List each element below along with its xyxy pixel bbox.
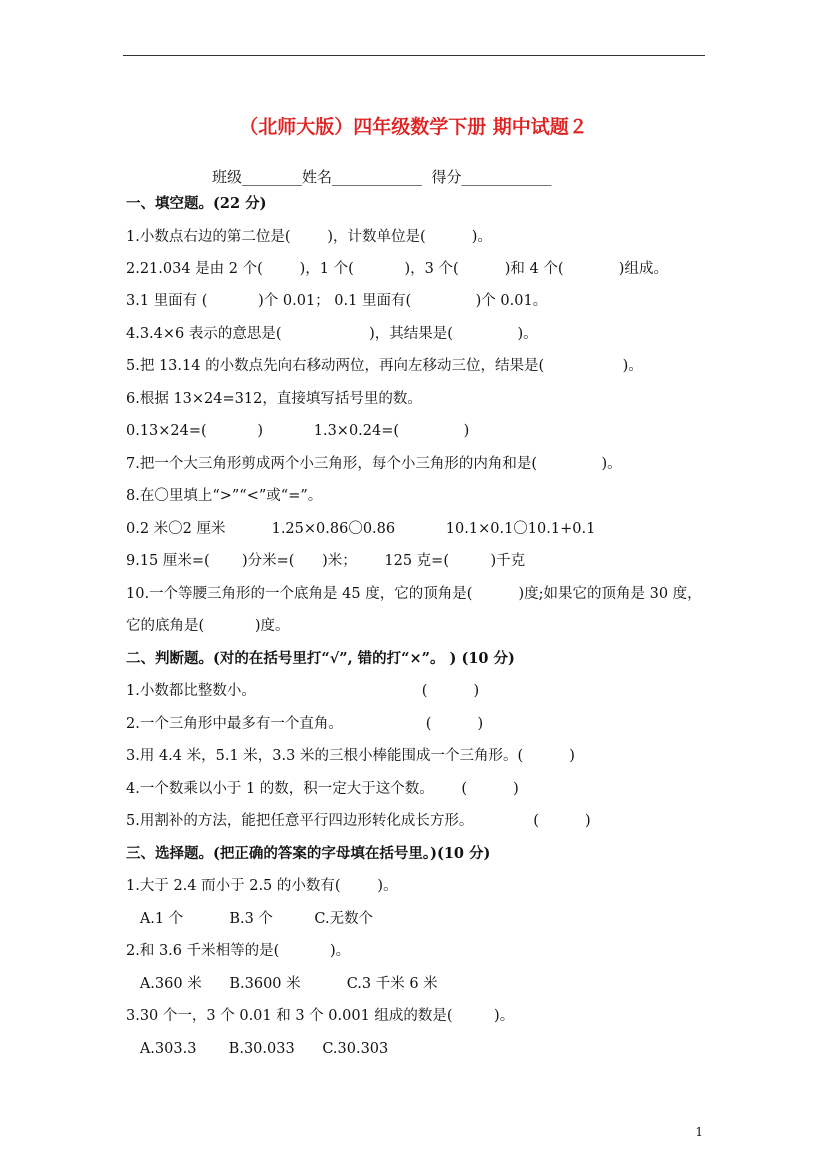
- question-line: 2.和 3.6 千米相等的是( )。: [126, 943, 351, 959]
- page-number: 1: [695, 1125, 703, 1139]
- question-line: 1.大于 2.4 而小于 2.5 的小数有( )。: [126, 878, 398, 894]
- question-line: 3.用 4.4 米，5.1 米，3.3 米的三根小棒能围成一个三角形。( ): [126, 748, 575, 764]
- question-line: 9.15 厘米=( )分米=( )米； 125 克=( )千克: [126, 553, 526, 569]
- document-title: （北师大版）四年级数学下册 期中试题２: [239, 116, 588, 138]
- question-line: 3.1 里面有 ( )个 0.01； 0.1 里面有( )个 0.01。: [126, 293, 548, 309]
- question-line: 5.用割补的方法，能把任意平行四边形转化成长方形。 ( ): [126, 813, 591, 829]
- question-line: 0.13×24=( ) 1.3×0.24=( ): [126, 423, 470, 439]
- question-line: 0.2 米〇2 厘米 1.25×0.86〇0.86 10.1×0.1〇10.1+0.1: [126, 521, 596, 537]
- header-rule: [123, 55, 705, 56]
- question-line: 4.一个数乘以小于 1 的数，积一定大于这个数。 ( ): [126, 781, 519, 797]
- question-line: 8.在〇里填上“>”“<”或“=”。: [126, 488, 323, 504]
- question-line: 5.把 13.14 的小数点先向右移动两位，再向左移动三位，结果是( )。: [126, 358, 643, 374]
- question-line: 10.一个等腰三角形的一个底角是 45 度，它的顶角是( )度;如果它的顶角是 30 度，: [126, 586, 702, 602]
- question-line: 它的底角是( )度。: [126, 618, 290, 634]
- choice-line: A.360 米 B.3600 米 C.3 千米 6 米: [126, 976, 438, 992]
- question-line: 2.一个三角形中最多有一个直角。 ( ): [126, 716, 484, 732]
- choice-line: A.1 个 B.3 个 C.无数个: [126, 911, 374, 927]
- question-line: 7.把一个大三角形剪成两个小三角形，每个小三角形的内角和是( )。: [126, 456, 622, 472]
- question-line: 6.根据 13×24=312，直接填写括号里的数。: [126, 391, 422, 407]
- question-line: 1.小数都比整数小。 ( ): [126, 683, 480, 699]
- question-line: 2.21.034 是由 2 个( )，1 个( )，3 个( )和 4 个( )组成。: [126, 261, 668, 277]
- section-heading-multiple-choice: 三、选择题。(把正确的答案的字母填在括号里。)(10 分): [126, 845, 491, 862]
- section-heading-true-false: 二、判断题。(对的在括号里打“√”, 错的打“×”。 ) (10 分): [126, 650, 515, 667]
- choice-line: A.303.3 B.30.033 C.30.303: [126, 1041, 389, 1057]
- question-line: 4.3.4×6 表示的意思是( )，其结果是( )。: [126, 326, 538, 342]
- question-line: 3.30 个一，3 个 0.01 和 3 个 0.001 组成的数是( )。: [126, 1008, 515, 1024]
- student-info-line: 班级________姓名____________ 得分____________: [212, 168, 552, 186]
- question-line: 1.小数点右边的第二位是( )，计数单位是( )。: [126, 229, 492, 245]
- section-heading-fill-blank: 一、填空题。(22 分): [126, 195, 267, 212]
